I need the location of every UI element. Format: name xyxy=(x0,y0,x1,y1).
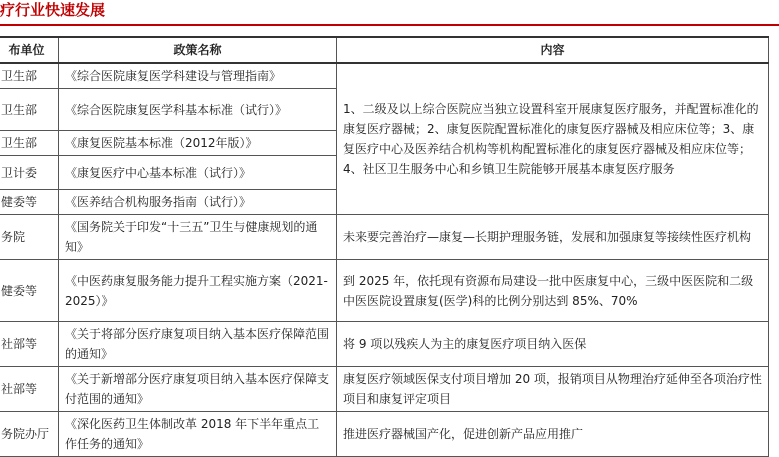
row-content: 康复医疗领域医保支付项目增加 20 项，报销项目从物理治疗延伸至各项治疗性项目和康复评定项目 xyxy=(337,367,769,412)
row-department: 务院 xyxy=(0,215,59,260)
row-department: 社部等 xyxy=(0,367,59,412)
row-content: 推进医疗器械国产化，促进创新产品应用推广 xyxy=(337,412,769,457)
header-content: 内容 xyxy=(337,37,769,63)
page-title: 疗行业快速发展 xyxy=(0,1,106,19)
row-department: 健委等 xyxy=(0,260,59,322)
table-row xyxy=(0,215,769,260)
title-divider xyxy=(0,24,779,26)
row-content: 将 9 项以残疾人为主的康复医疗项目纳入医保 xyxy=(337,322,769,367)
row-policy: 《深化医药卫生体制改革 2018 年下半年重点工作任务的通知》 xyxy=(59,412,337,457)
table-row xyxy=(0,367,769,412)
row-department: 社部等 xyxy=(0,322,59,367)
row-policy: 《综合医院康复医学科建设与管理指南》 xyxy=(59,63,337,89)
row-policy: 《医养结合机构服务指南（试行）》 xyxy=(59,190,337,215)
row-policy: 《国务院关于印发“十三五”卫生与健康规划的通知》 xyxy=(59,215,337,260)
row-department: 卫生部 xyxy=(0,63,59,89)
row-department: 健委等 xyxy=(0,190,59,215)
table-row xyxy=(0,260,769,322)
row-department: 卫生部 xyxy=(0,131,59,156)
row-policy: 《康复医院基本标准（2012年版）》 xyxy=(59,131,337,156)
row-policy: 《康复医疗中心基本标准（试行）》 xyxy=(59,156,337,190)
row-department: 卫生部 xyxy=(0,89,59,131)
merged-content-cell: 1、二级及以上综合医院应当独立设置科室开展康复医疗服务，并配置标准化的康复医疗器械；2、康复医院配置标准化的康复医疗器械及相应床位等；3、康复医疗中心及医养结合机构等机构配置标准化的康复医疗器械及相应床位等；4、社区卫生服务中心和乡镇卫生院能够开展基本康复医疗服务 xyxy=(337,63,769,215)
row-department: 卫计委 xyxy=(0,156,59,190)
row-policy: 《关于新增部分医疗康复项目纳入基本医疗保障支付范围的通知》 xyxy=(59,367,337,412)
table-header-row xyxy=(0,37,769,63)
policy-table xyxy=(0,36,769,457)
row-policy: 《综合医院康复医学科基本标准（试行）》 xyxy=(59,89,337,131)
table-row xyxy=(0,322,769,367)
row-content: 到 2025 年，依托现有资源布局建设一批中医康复中心，三级中医医院和二级中医医院设置康复(医学)科的比例分别达到 85%、70% xyxy=(337,260,769,322)
row-content: 未来要完善治疗—康复—长期护理服务链，发展和加强康复等接续性医疗机构 xyxy=(337,215,769,260)
row-department: 务院办厅 xyxy=(0,412,59,457)
header-policy-name: 政策名称 xyxy=(59,37,337,63)
table-row xyxy=(0,63,769,89)
row-policy: 《关于将部分医疗康复项目纳入基本医疗保障范围的通知》 xyxy=(59,322,337,367)
header-department: 布单位 xyxy=(0,37,59,63)
table-row xyxy=(0,412,769,457)
row-policy: 《中医药康复服务能力提升工程实施方案（2021-2025）》 xyxy=(59,260,337,322)
